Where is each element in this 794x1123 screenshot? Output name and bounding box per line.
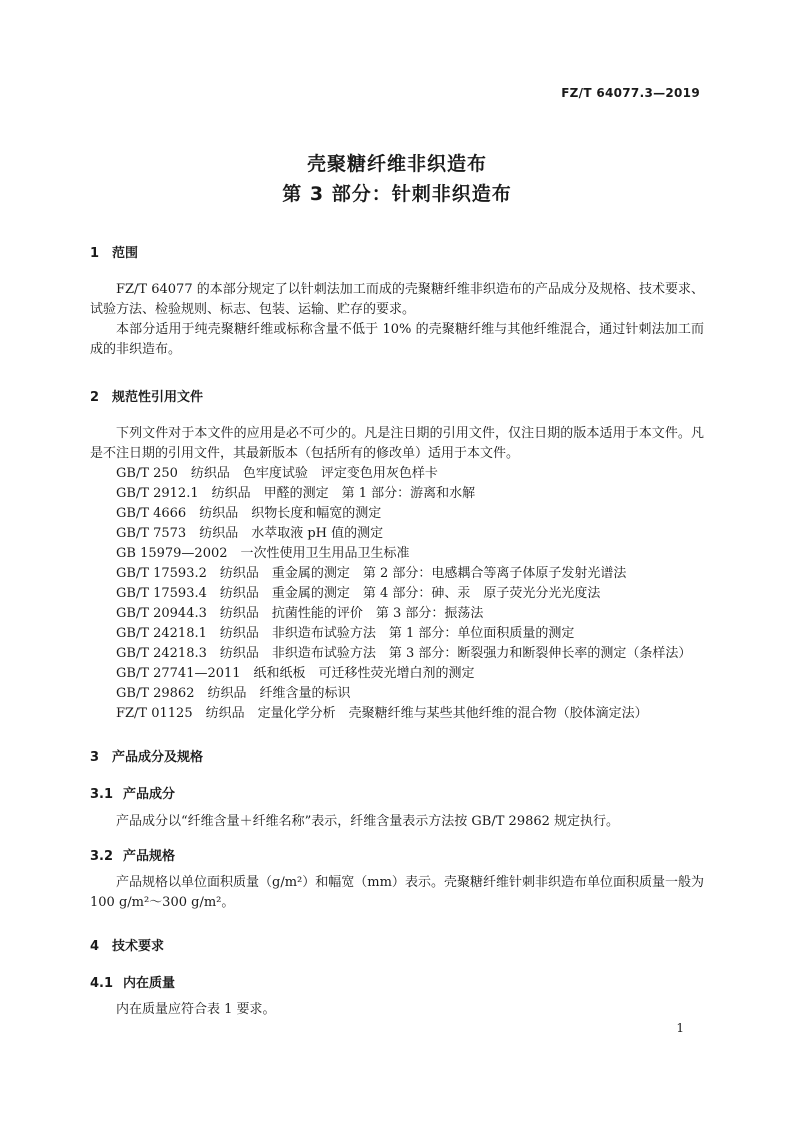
page-number: 1: [676, 1021, 684, 1035]
reference-item: GB/T 27741—2011 纸和纸板 可迁移性荧光增白剂的测定: [116, 666, 475, 681]
standard-code: FZ/T 64077.3—2019: [561, 86, 700, 100]
section-4-1-text: 内在质量应符合表 1 要求。: [116, 1002, 276, 1017]
section-title: 技术要求: [112, 939, 165, 954]
section-number: 4: [90, 939, 100, 954]
document-title: 壳聚糖纤维非织造布: [306, 153, 487, 175]
section-3-1-text: 产品成分以“纤维含量＋纤维名称”表示，纤维含量表示方法按 GB/T 29862 规定执行。: [116, 814, 620, 829]
section-3-heading: [90, 746, 203, 765]
subsection-number: 4.1: [90, 976, 114, 991]
reference-item: GB/T 20944.3 纺织品 抗菌性能的评价 第 3 部分：振荡法: [116, 606, 484, 621]
section-3-2-heading: [90, 845, 175, 864]
document-subtitle: 第 3 部分：针刺非织造布: [282, 183, 512, 205]
reference-item: GB/T 24218.1 纺织品 非织造布试验方法 第 1 部分：单位面积质量的测定: [116, 626, 575, 641]
section-1-paragraph-1: FZ/T 64077 的本部分规定了以针刺法加工而成的壳聚糖纤维非织造布的产品成分及规格、技术要求、试验方法、检验规则、标志、包装、运输、贮存的要求。: [90, 282, 704, 317]
reference-item: GB/T 24218.3 纺织品 非织造布试验方法 第 3 部分：断裂强力和断裂伸长率的测定（条样法）: [116, 646, 692, 661]
subsection-number: 3.2: [90, 849, 114, 864]
reference-item: GB/T 17593.2 纺织品 重金属的测定 第 2 部分：电感耦合等离子体原子发射光谱法: [116, 566, 627, 581]
section-3-1-heading: [90, 783, 175, 802]
reference-item: GB/T 29862 纺织品 纤维含量的标识: [116, 686, 351, 701]
subsection-title: 内在质量: [123, 976, 176, 991]
reference-item: GB/T 2912.1 纺织品 甲醛的测定 第 1 部分：游离和水解: [116, 486, 476, 501]
section-1-heading: [90, 242, 138, 261]
section-title: 产品成分及规格: [112, 750, 204, 765]
section-1-paragraph-2: 本部分适用于纯壳聚糖纤维或标称含量不低于 10% 的壳聚糖纤维与其他纤维混合，通过针刺法加工而成的非织造布。: [90, 322, 704, 357]
reference-item: GB/T 4666 纺织品 织物长度和幅宽的测定: [116, 506, 382, 521]
section-title: 规范性引用文件: [112, 390, 204, 405]
section-2-heading: [90, 386, 203, 405]
section-2-intro: 下列文件对于本文件的应用是必不可少的。凡是注日期的引用文件，仅注日期的版本适用于本文件。凡是不注日期的引用文件，其最新版本（包括所有的修改单）适用于本文件。: [90, 426, 704, 461]
subsection-title: 产品成分: [123, 787, 176, 802]
reference-item: GB 15979—2002 一次性使用卫生用品卫生标准: [116, 546, 410, 561]
section-number: 1: [90, 246, 100, 261]
section-4-heading: [90, 935, 164, 954]
subsection-number: 3.1: [90, 787, 114, 802]
reference-item: GB/T 250 纺织品 色牢度试验 评定变色用灰色样卡: [116, 466, 438, 481]
subsection-title: 产品规格: [123, 849, 176, 864]
section-3-2-text: 产品规格以单位面积质量（g/m²）和幅宽（mm）表示。壳聚糖纤维针刺非织造布单位面积质量一般为 100 g/m²～300 g/m²。: [90, 875, 704, 910]
section-title: 范围: [112, 246, 139, 261]
reference-item: GB/T 17593.4 纺织品 重金属的测定 第 4 部分：砷、汞 原子荧光分光光度法: [116, 586, 601, 601]
section-number: 3: [90, 750, 100, 765]
section-4-1-heading: [90, 972, 175, 991]
section-number: 2: [90, 390, 100, 405]
reference-item: GB/T 7573 纺织品 水萃取液 pH 值的测定: [116, 526, 384, 541]
reference-item: FZ/T 01125 纺织品 定量化学分析 壳聚糖纤维与某些其他纤维的混合物（胶体滴定法）: [116, 706, 648, 721]
